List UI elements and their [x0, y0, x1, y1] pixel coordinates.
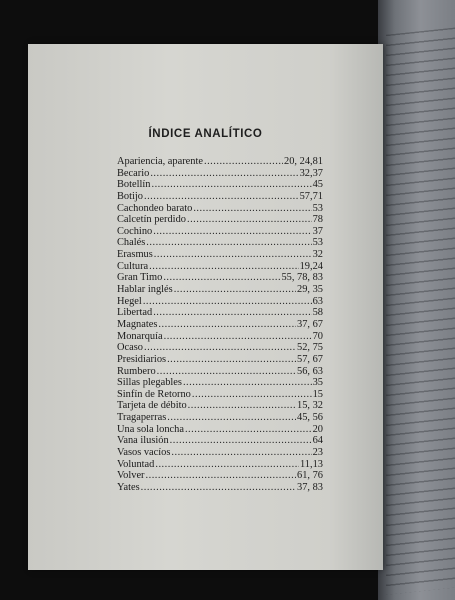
index-entry-term: Gran Timo	[117, 272, 163, 284]
index-entry-term: Rumbero	[117, 365, 156, 377]
dot-leader	[158, 319, 296, 331]
index-entry	[117, 354, 323, 366]
index-entry-list	[117, 156, 323, 494]
index-entry-term: Cultura	[117, 260, 149, 272]
index-entry-term: Erasmus	[117, 249, 153, 261]
index-entry	[117, 319, 323, 331]
index-entry-term: Vana ilusión	[117, 435, 169, 447]
dot-leader	[167, 412, 296, 424]
index-entry-term: Botijo	[117, 190, 143, 202]
index-entry-pages: 32,37	[299, 167, 323, 179]
dot-leader	[192, 389, 312, 401]
dot-leader	[141, 482, 296, 494]
index-entry	[117, 459, 323, 471]
index-entry	[117, 226, 323, 238]
dot-leader	[144, 342, 296, 354]
index-entry-term: Vasos vacíos	[117, 447, 171, 459]
dot-leader	[149, 261, 298, 273]
dot-leader	[163, 272, 280, 284]
dot-leader	[167, 354, 296, 366]
index-entry	[117, 284, 323, 296]
index-entry	[117, 366, 323, 378]
index-entry-term: Apariencia, aparente	[117, 156, 203, 167]
index-entry-term: Hablar inglés	[117, 284, 173, 296]
dot-leader	[204, 156, 283, 168]
index-entry-pages: 45, 56	[297, 412, 323, 424]
index-entry	[117, 435, 323, 447]
dot-leader	[144, 191, 299, 203]
index-entry	[117, 331, 323, 343]
index-entry	[117, 307, 323, 319]
index-title: ÍNDICE ANALÍTICO	[148, 128, 263, 140]
dot-leader	[185, 424, 312, 436]
index-entry-pages: 52, 75	[297, 342, 323, 354]
index-entry-term: Sinfín de Retorno	[117, 388, 191, 400]
index-entry-term: Hegel	[117, 295, 142, 307]
index-entry-term: Presidiarios	[117, 353, 167, 365]
index-entry-term: Monarquía	[117, 330, 163, 342]
index-entry-term: Chalés	[117, 237, 146, 249]
dot-leader	[143, 296, 312, 308]
index-entry-term: Tragaperras	[117, 412, 167, 424]
dot-leader	[151, 179, 311, 191]
index-entry	[117, 296, 323, 308]
index-entry-pages: 32	[312, 249, 323, 261]
dot-leader	[174, 284, 296, 296]
index-entry-term: Cochino	[117, 225, 153, 237]
index-entry-term: Tarjeta de débito	[117, 400, 187, 412]
dot-leader	[153, 307, 311, 319]
index-entry-term: Cachondeo barato	[117, 202, 193, 214]
index-entry-term: Magnates	[117, 318, 158, 330]
dot-leader	[146, 470, 297, 482]
index-entry	[117, 214, 323, 226]
index-entry-term: Ocaso	[117, 342, 143, 354]
index-entry	[117, 447, 323, 459]
index-entry-pages: 15	[312, 388, 323, 400]
index-entry	[117, 261, 323, 273]
index-entry	[117, 482, 323, 494]
dot-leader	[170, 435, 312, 447]
dot-leader	[164, 331, 312, 343]
index-entry	[117, 412, 323, 424]
index-entry-pages: 78	[312, 214, 323, 226]
dot-leader	[157, 366, 296, 378]
index-entry	[117, 191, 323, 203]
book-page	[28, 44, 383, 570]
index-entry-pages: 53	[312, 202, 323, 214]
index-entry-term: Calcetín perdido	[117, 214, 186, 226]
index-entry-pages: 56, 63	[297, 365, 323, 377]
index-entry-term: Yates	[117, 481, 140, 493]
dot-leader	[187, 214, 312, 226]
adjacent-page-text-bleed	[386, 25, 455, 594]
index-entry	[117, 389, 323, 401]
index-entry	[117, 249, 323, 261]
dot-leader	[150, 168, 298, 180]
dot-leader	[155, 459, 299, 471]
index-entry-term: Volver	[117, 470, 145, 482]
index-entry-pages: 19,24	[299, 260, 323, 272]
index-entry-pages: 29, 35	[297, 284, 323, 296]
index-entry-pages: 53	[312, 237, 323, 249]
index-entry	[117, 377, 323, 389]
index-entry	[117, 237, 323, 249]
dot-leader	[154, 249, 312, 261]
index-entry-pages: 55, 78, 83	[281, 272, 323, 284]
index-entry	[117, 203, 323, 215]
index-entry-pages: 64	[312, 435, 323, 447]
dot-leader	[188, 400, 296, 412]
index-entry-term: Libertad	[117, 307, 153, 319]
index-entry-pages: 37	[312, 225, 323, 237]
index-entry	[117, 400, 323, 412]
index-entry-pages: 15, 32	[297, 400, 323, 412]
index-entry	[117, 424, 323, 436]
index-entry-term: Botellín	[117, 179, 151, 191]
dot-leader	[183, 377, 312, 389]
index-entry	[117, 179, 323, 191]
index-entry-pages: 70	[312, 330, 323, 342]
dot-leader	[146, 237, 311, 249]
index-entry-pages: 35	[312, 377, 323, 389]
index-entry	[117, 272, 323, 284]
index-entry-pages: 11,13	[300, 458, 323, 470]
index-entry-pages: 37, 83	[297, 481, 323, 493]
index-entry	[117, 168, 323, 180]
index-entry-term: Sillas plegables	[117, 377, 182, 389]
adjacent-page-edge	[378, 0, 455, 600]
index-entry-pages: 57,71	[299, 190, 323, 202]
index-entry-pages: 58	[312, 307, 323, 319]
index-entry	[117, 342, 323, 354]
index-entry-pages: 20, 24,81	[284, 156, 323, 167]
index-entry-pages: 37, 67	[297, 318, 323, 330]
index-entry-pages: 57, 67	[297, 353, 323, 365]
index-entry-pages: 20	[312, 423, 323, 435]
index-entry-pages: 61, 76	[297, 470, 323, 482]
index-entry	[117, 156, 323, 168]
dot-leader	[193, 203, 311, 215]
index-entry-term: Una sola loncha	[117, 423, 184, 435]
dot-leader	[171, 447, 311, 459]
index-entry-term: Voluntad	[117, 458, 155, 470]
index-entry-pages: 23	[312, 447, 323, 459]
dot-leader	[153, 226, 311, 238]
index-entry	[117, 470, 323, 482]
index-entry-pages: 45	[312, 179, 323, 191]
index-entry-pages: 63	[312, 295, 323, 307]
index-entry-term: Becario	[117, 167, 150, 179]
